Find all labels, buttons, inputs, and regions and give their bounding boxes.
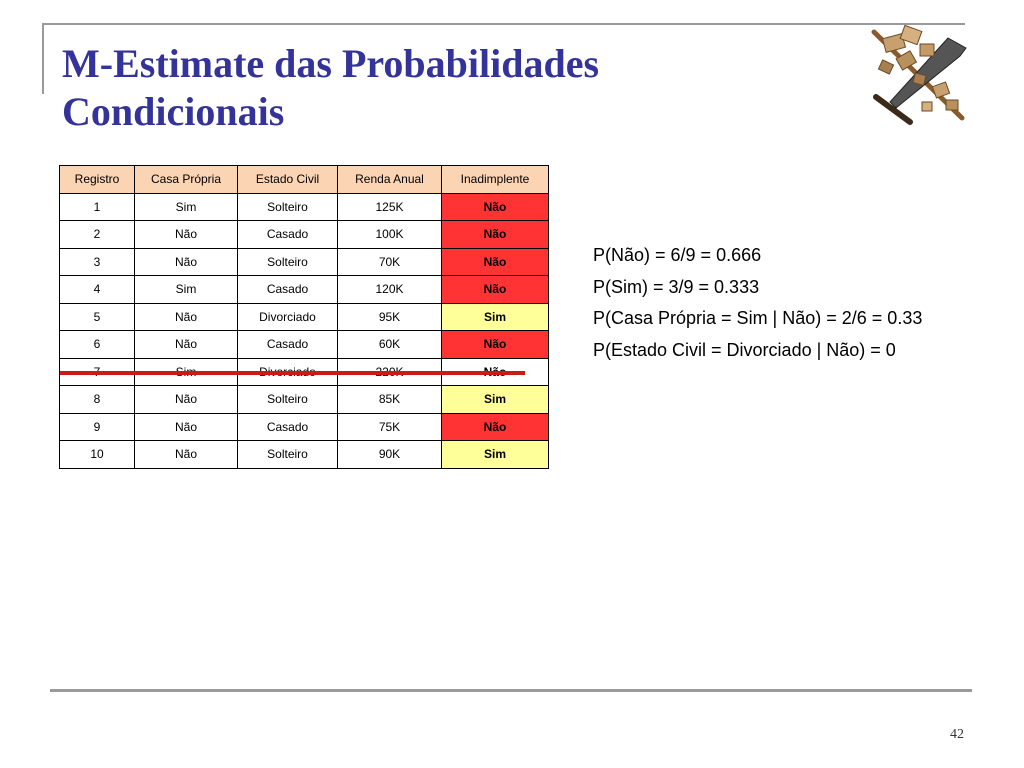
probability-line: P(Casa Própria = Sim | Não) = 2/6 = 0.33 xyxy=(593,308,923,328)
table-row xyxy=(60,413,549,441)
table-row xyxy=(60,331,549,359)
cell-casa-propria: Sim xyxy=(135,193,238,221)
slide-title: M-Estimate das Probabilidades Condicionais xyxy=(62,41,600,134)
cell-renda-anual: 70K xyxy=(338,248,442,276)
cell-inadimplente: Não xyxy=(442,221,549,249)
table-header-row xyxy=(60,166,549,194)
cell-inadimplente: Sim xyxy=(442,386,549,414)
cell-registro: 8 xyxy=(60,386,135,414)
cell-registro: 4 xyxy=(60,276,135,304)
cell-inadimplente: Não xyxy=(442,193,549,221)
table-row xyxy=(60,221,549,249)
pickaxe-gold-icon xyxy=(862,22,974,126)
cell-casa-propria: Sim xyxy=(135,276,238,304)
header-estado-civil: Estado Civil xyxy=(238,166,338,194)
frame-top-line xyxy=(42,23,965,25)
cell-estado-civil: Casado xyxy=(238,413,338,441)
cell-inadimplente: Não xyxy=(442,276,549,304)
table-row xyxy=(60,193,549,221)
footer-divider xyxy=(50,689,972,692)
cell-registro: 2 xyxy=(60,221,135,249)
probability-line: P(Não) = 6/9 = 0.666 xyxy=(593,245,762,265)
cell-registro: 1 xyxy=(60,193,135,221)
cell-renda-anual: 90K xyxy=(338,441,442,469)
table-row xyxy=(60,276,549,304)
cell-estado-civil: Casado xyxy=(238,276,338,304)
cell-estado-civil: Divorciado xyxy=(238,303,338,331)
table-row xyxy=(60,386,549,414)
row-strikethrough-line xyxy=(60,371,525,375)
frame-left-line xyxy=(42,23,44,94)
data-table xyxy=(59,165,549,469)
cell-casa-propria: Não xyxy=(135,303,238,331)
cell-casa-propria: Não xyxy=(135,441,238,469)
probability-line: P(Estado Civil = Divorciado | Não) = 0 xyxy=(593,339,896,360)
table-row xyxy=(60,441,549,469)
cell-casa-propria: Não xyxy=(135,413,238,441)
cell-estado-civil: Solteiro xyxy=(238,386,338,414)
header-casa-propria: Casa Própria xyxy=(135,166,238,194)
cell-estado-civil: Casado xyxy=(238,331,338,359)
cell-estado-civil: Solteiro xyxy=(238,248,338,276)
cell-inadimplente: Não xyxy=(442,331,549,359)
page-number: 42 xyxy=(950,727,964,742)
cell-estado-civil: Solteiro xyxy=(238,441,338,469)
cell-estado-civil: Casado xyxy=(238,221,338,249)
header-inadimplente: Inadimplente xyxy=(442,166,549,194)
cell-casa-propria: Não xyxy=(135,221,238,249)
cell-casa-propria: Não xyxy=(135,386,238,414)
probability-list xyxy=(593,240,922,366)
cell-inadimplente: Sim xyxy=(442,303,549,331)
table-row xyxy=(60,248,549,276)
header-registro: Registro xyxy=(60,166,135,194)
cell-registro: 10 xyxy=(60,441,135,469)
cell-renda-anual: 120K xyxy=(338,276,442,304)
cell-renda-anual: 75K xyxy=(338,413,442,441)
cell-casa-propria: Não xyxy=(135,248,238,276)
cell-registro: 5 xyxy=(60,303,135,331)
probability-line: P(Sim) = 3/9 = 0.333 xyxy=(593,276,760,297)
table-row xyxy=(60,303,549,331)
cell-renda-anual: 100K xyxy=(338,221,442,249)
cell-renda-anual: 95K xyxy=(338,303,442,331)
cell-registro: 6 xyxy=(60,331,135,359)
cell-inadimplente: Não xyxy=(442,248,549,276)
cell-registro: 9 xyxy=(60,413,135,441)
cell-estado-civil: Solteiro xyxy=(238,193,338,221)
header-renda-anual: Renda Anual xyxy=(338,166,442,194)
cell-renda-anual: 85K xyxy=(338,386,442,414)
cell-renda-anual: 125K xyxy=(338,193,442,221)
cell-registro: 3 xyxy=(60,248,135,276)
cell-casa-propria: Não xyxy=(135,331,238,359)
cell-inadimplente: Não xyxy=(442,413,549,441)
cell-inadimplente: Sim xyxy=(442,441,549,469)
cell-renda-anual: 60K xyxy=(338,331,442,359)
